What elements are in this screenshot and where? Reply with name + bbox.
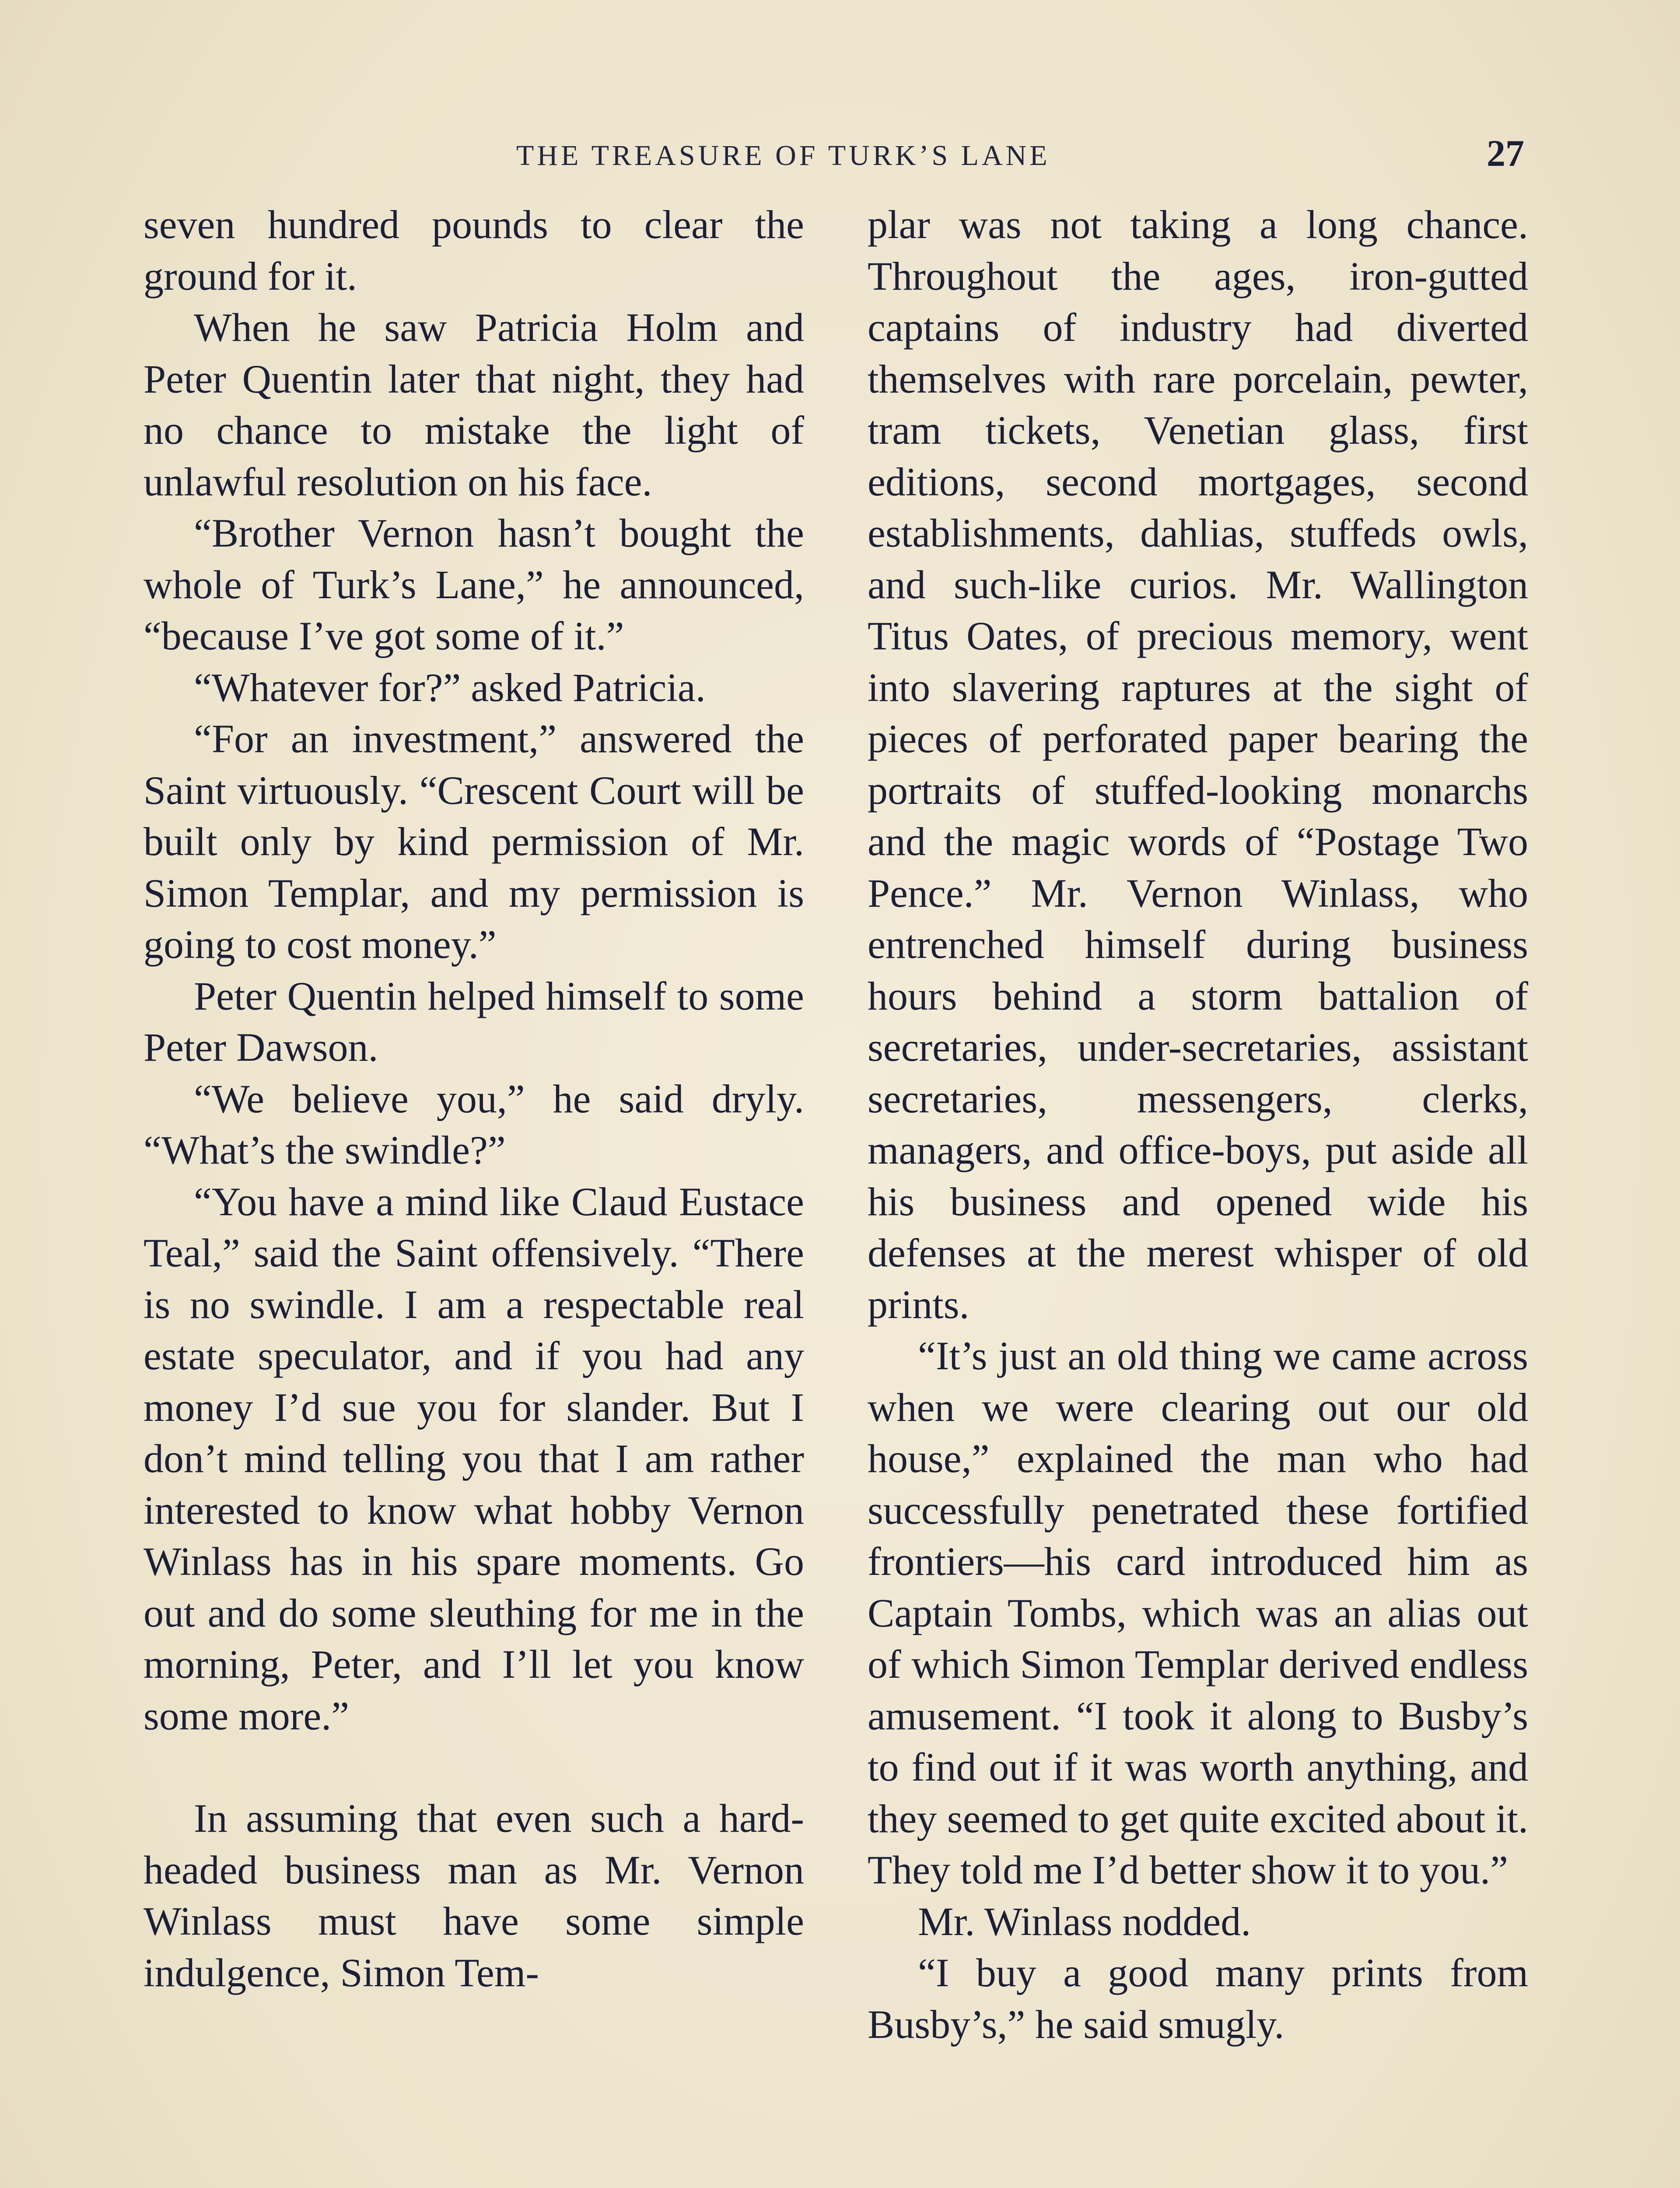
paragraph: seven hundred pounds to clear the ground for it. [144,202,804,298]
paragraph: “We believe you,” he said dryly. “What’s the swindle?” [144,1076,804,1172]
left-text-column [144,199,804,1999]
right-text-column [868,199,1528,2050]
paragraph: “I buy a good many prints from Busby’s,” he said smugly. [868,1950,1528,2047]
paragraph: In assuming that even such a hard-headed business man as Mr. Vernon Winlass must have some simple indulgence, Simon Tem- [144,1796,804,1995]
paragraph: “Whatever for?” asked Patricia. [194,665,706,710]
paragraph: When he saw Patricia Holm and Peter Quentin later that night, they had no chance to mistake the light of unlawful resolution on his face. [144,305,804,504]
paragraph: “It’s just an old thing we came across when we were clearing out our old house,” explained the man who had successfully penetrated these fortified frontiers—his card introduced him as Captain Tombs, which was an alias out of which Simon Templar derived endless amusement. “I took it along to Busby’s to find out if it was worth anything, and they seemed to get quite excited about it. They told me I’d better show it to you.” [868,1333,1528,1892]
page-number: 27 [1487,132,1524,174]
running-title: THE TREASURE OF TURK’S LANE [516,140,1050,172]
paragraph: Mr. Winlass nodded. [918,1899,1251,1944]
paragraph: “You have a mind like Claud Eustace Teal,” said the Saint offensively. “There is no swindle. I am a respectable real estate speculator, and if you had any money I’d sue you for slander. But I don’t mind telling you that I am rather interested to know what hobby Vernon Winlass has in his spare moments. Go out and do some sleuthing for me in the morning, Peter, and I’ll let you know some more.” [144,1179,804,1738]
paragraph: Peter Quentin helped himself to some Peter Dawson. [144,973,804,1069]
paragraph: “Brother Vernon hasn’t bought the whole of Turk’s Lane,” he announced, “because I’ve got some of it.” [144,511,804,658]
paragraph: plar was not taking a long chance. Throughout the ages, iron-gutted captains of industry had diverted themselves with rare porcelain, pewter, tram tickets, Venetian glass, first editions, second mortgages, second establishments, dahlias, stuffeds owls, and such-like curios. Mr. Wallington Titus Oates, of precious memory, went into slavering raptures at the sight of pieces of perforated paper bearing the portraits of stuffed-looking monarchs and the magic words of “Postage Two Pence.” Mr. Vernon Winlass, who entrenched himself during business hours behind a storm battalion of secretaries, under-secretaries, assistant secretaries, messengers, clerks, managers, and office-boys, put aside all his business and opened wide his defenses at the merest whisper of old prints. [868,202,1528,1327]
paragraph: “For an investment,” answered the Saint virtuously. “Crescent Court will be built only by kind permission of Mr. Simon Templar, and my permission is going to cost money.” [144,716,804,967]
